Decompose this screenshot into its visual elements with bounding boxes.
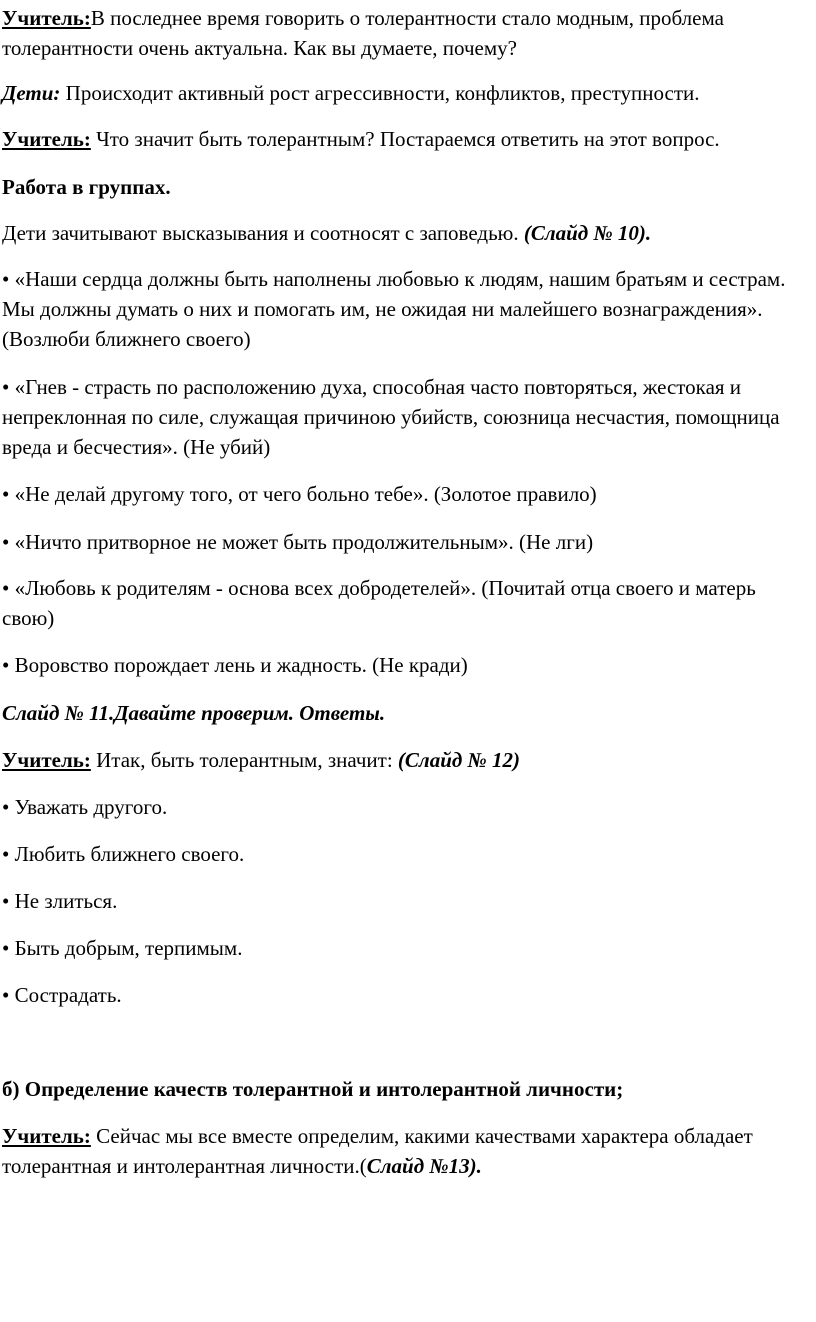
slide-reference: Слайд №13). bbox=[366, 1154, 482, 1178]
speaker-label: Учитель: bbox=[2, 748, 91, 772]
list-item: • Любить ближнего своего. bbox=[2, 842, 245, 866]
speaker-label: Учитель: bbox=[2, 1124, 91, 1148]
speaker-label: Учитель: bbox=[2, 6, 91, 30]
slide-check-heading: Слайд № 11.Давайте проверим. Ответы. bbox=[2, 701, 386, 725]
list-item: • Не злиться. bbox=[2, 889, 118, 913]
paragraph-teacher-question bbox=[2, 124, 812, 154]
quote-item: • «Наши сердца должны быть наполнены любовью к людям, нашим братьям и сестрам. Мы должны думать о них и помогать им, не ожидая ни малейшего вознаграждения». (Возлюби ближнего своего) bbox=[2, 267, 786, 351]
group-work-heading: Работа в группах. bbox=[2, 175, 171, 199]
quote-item: • «Гнев - страсть по расположению духа, способная часто повторяться, жестокая и непреклонная по силе, служащая причиною убийств, союзница несчастия, помощница вреда и бесчестия». (Не убий) bbox=[2, 375, 780, 459]
slide-reference: (Слайд № 12) bbox=[397, 748, 521, 772]
paragraph-text: Что значит быть толерантным? Постараемся ответить на этот вопрос. bbox=[90, 127, 720, 151]
list-item: • Сострадать. bbox=[2, 983, 122, 1007]
paragraph-teacher-qualities bbox=[2, 1121, 812, 1181]
paragraph-text: Происходит активный рост агрессивности, конфликтов, преступности. bbox=[60, 81, 700, 105]
paragraph-text: В последнее время говорить о толерантности стало модным, проблема толерантности очень актуальна. Как вы думаете, почему? bbox=[2, 6, 724, 60]
paragraph-text: Итак, быть толерантным, значит: bbox=[90, 748, 398, 772]
quote-item: • Воровство порождает лень и жадность. (Не кради) bbox=[2, 653, 468, 677]
speaker-label: Учитель: bbox=[2, 127, 91, 151]
paragraph-text: Дети зачитывают высказывания и соотносят с заповедью. bbox=[2, 221, 524, 245]
paragraph-teacher-summary bbox=[2, 745, 812, 775]
paragraph-text: Сейчас мы все вместе определим, какими качествами характера обладает толерантная и интолерантная личности.( bbox=[2, 1124, 753, 1178]
paragraph-instruction bbox=[2, 218, 812, 248]
paragraph-teacher-intro bbox=[2, 3, 812, 63]
list-item: • Быть добрым, терпимым. bbox=[2, 936, 243, 960]
quote-item: • «Любовь к родителям - основа всех добродетелей». (Почитай отца своего и матерь свою) bbox=[2, 576, 756, 630]
paragraph-children-answer bbox=[2, 78, 812, 108]
section-heading-b: б) Определение качеств толерантной и интолерантной личности; bbox=[2, 1077, 624, 1101]
list-item: • Уважать другого. bbox=[2, 795, 168, 819]
slide-reference: (Слайд № 10). bbox=[523, 221, 652, 245]
quote-item: • «Не делай другому того, от чего больно тебе». (Золотое правило) bbox=[2, 482, 597, 506]
quote-item: • «Ничто притворное не может быть продолжительным». (Не лги) bbox=[2, 530, 594, 554]
speaker-label: Дети: bbox=[2, 81, 61, 105]
